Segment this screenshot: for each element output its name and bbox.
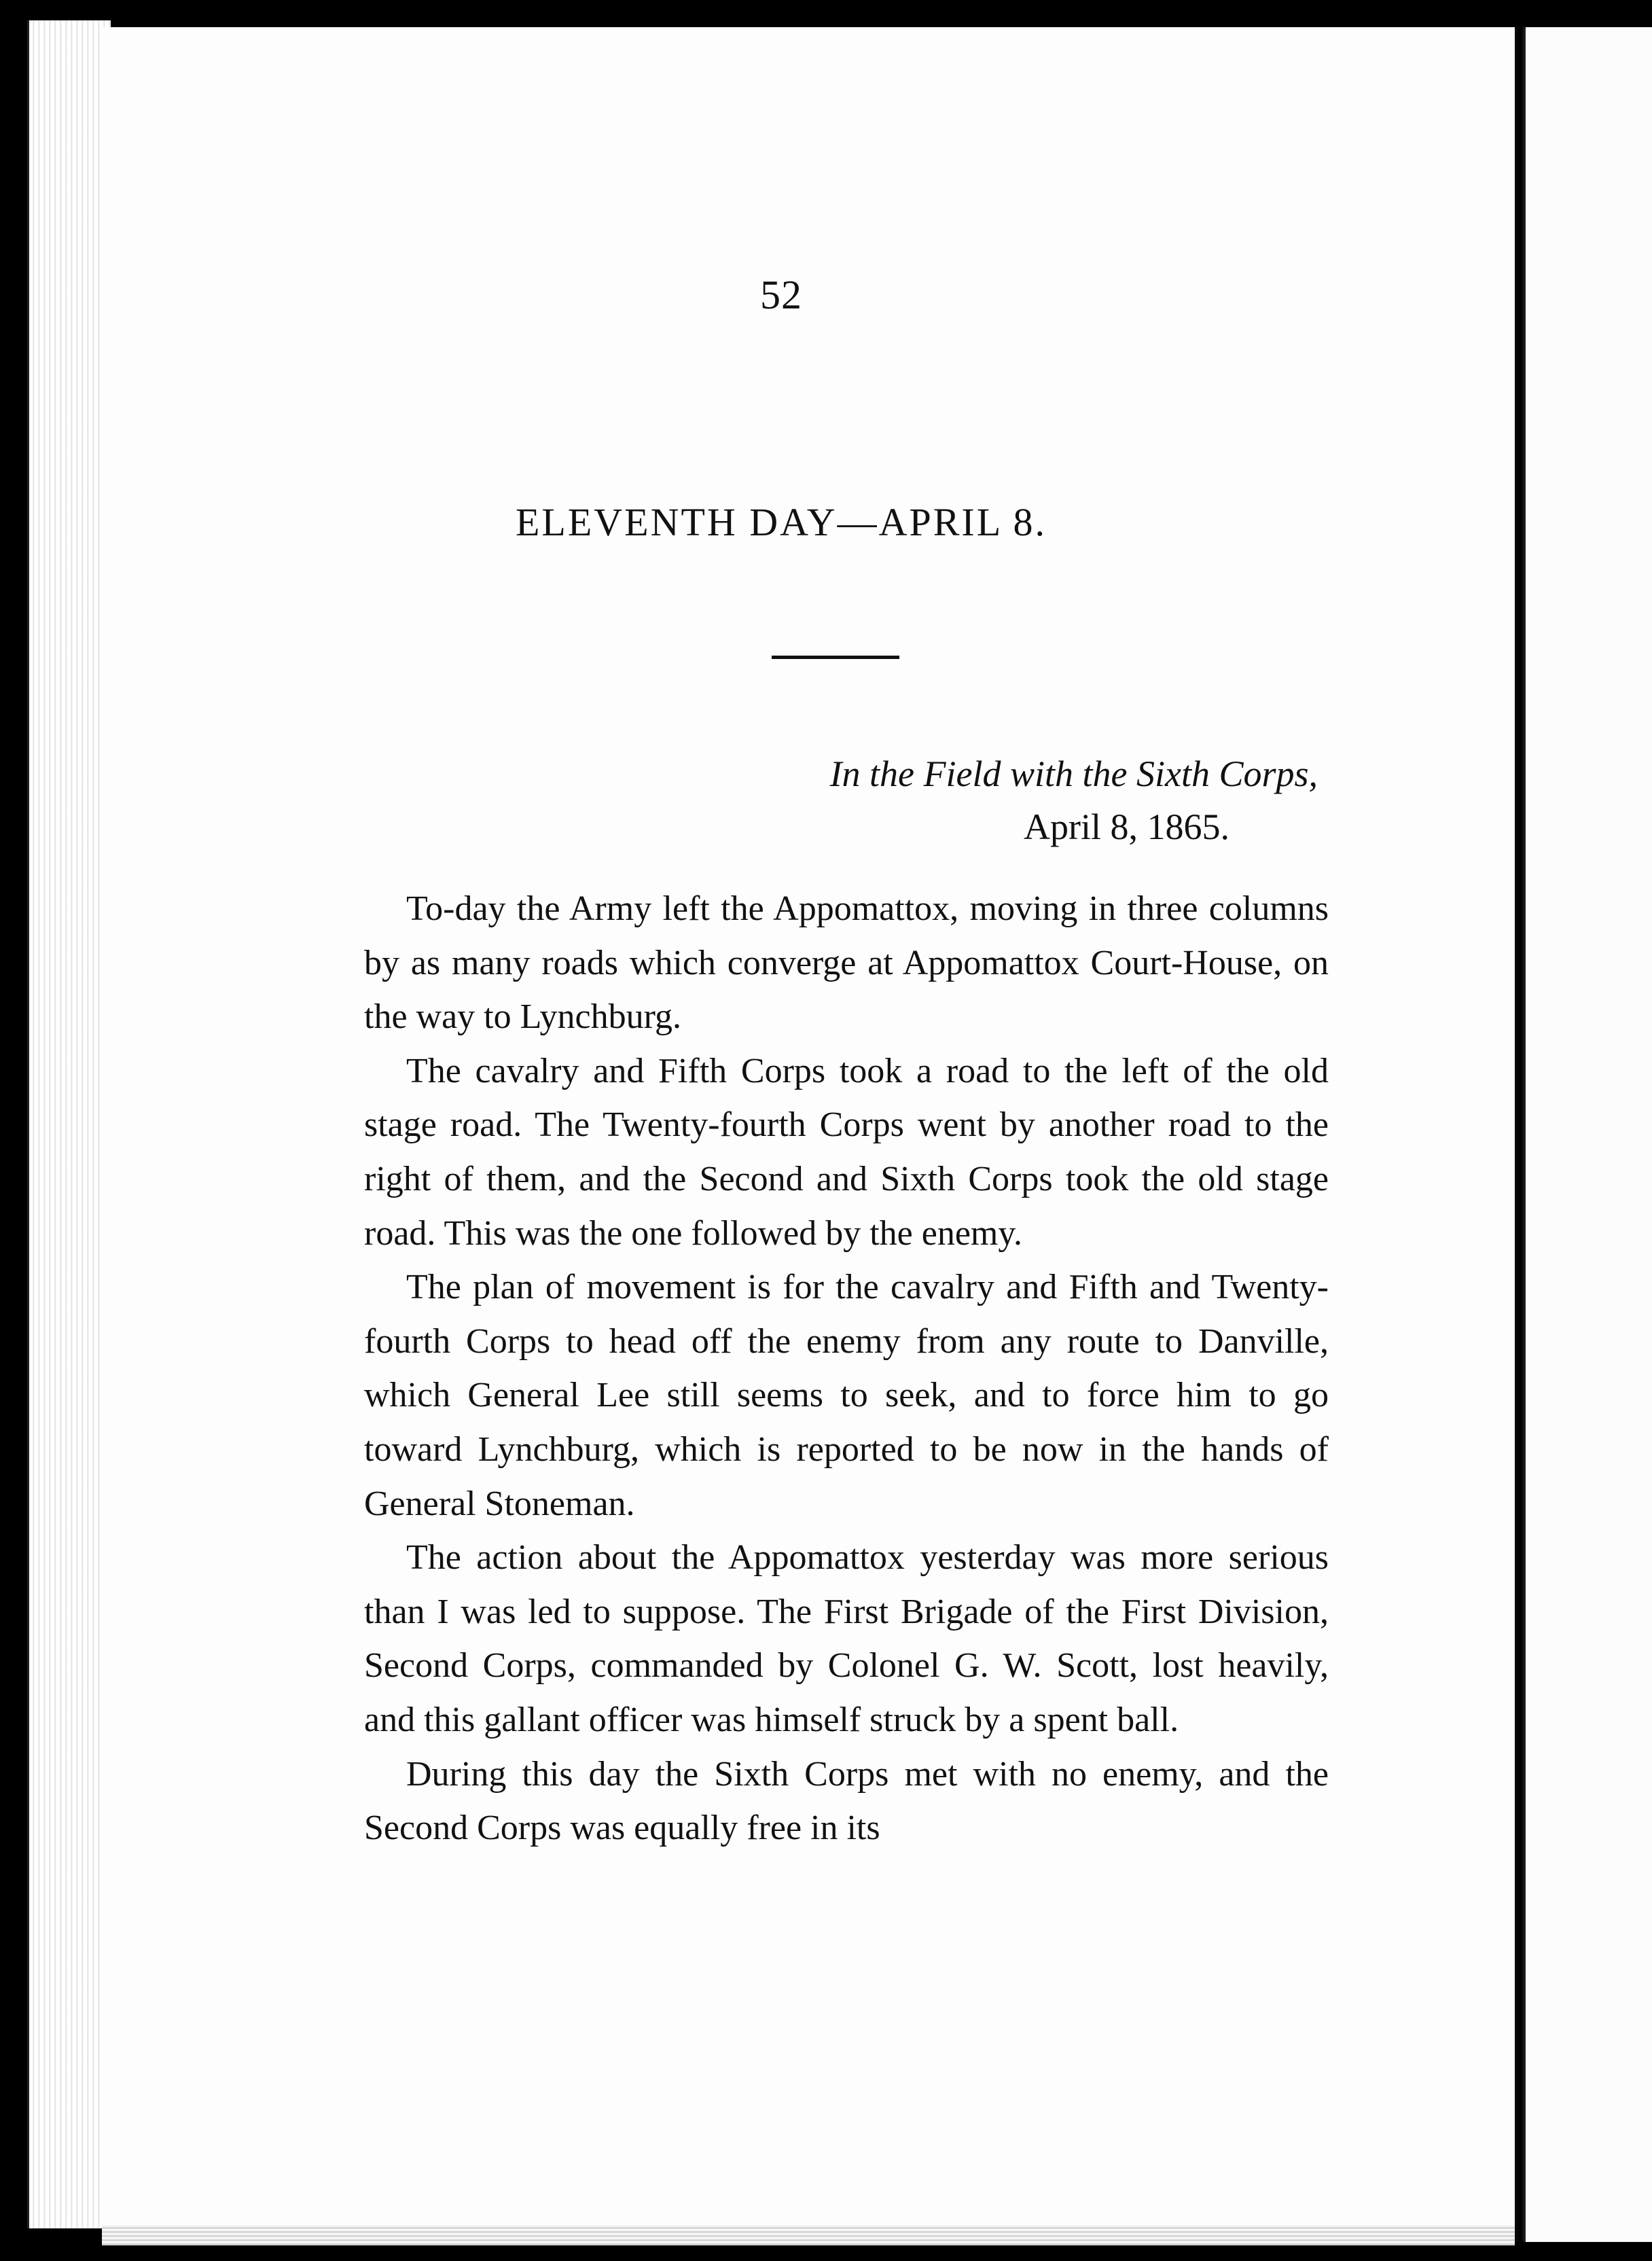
paragraph: The plan of movement is for the cavalry and Fifth and Twenty-fourth Corps to head off the enemy from any route to Danville, which General Lee still seems to seek, and to force him to go toward Lynchburg, which is reported to be now in the hands of General Stoneman. xyxy=(364,1268,1329,1523)
paragraph: To-day the Army left the Appomattox, moving in three columns by as many roads which converge at Appomattox Court-House, on the way to Lynchburg. xyxy=(364,889,1329,1037)
page-stack-edge xyxy=(27,20,111,2228)
facing-page xyxy=(1526,27,1652,2242)
paragraph: The action about the Appomattox yesterday was more serious than I was led to suppose. The First Brigade of the First Division, Second Corps, commanded by Colonel G. W. Scott, lost heavily, and this gallant officer was himself struck by a spent ball. xyxy=(364,1538,1329,1739)
page-number: 52 xyxy=(760,272,802,317)
body-text xyxy=(364,882,1329,1855)
chapter-title: ELEVENTH DAY—APRIL 8. xyxy=(515,500,1047,544)
dateline-place: In the Field with the Sixth Corps, xyxy=(829,753,1318,794)
paragraph: The cavalry and Fifth Corps took a road to the left of the old stage road. The Twenty-fourth Corps went by another road to the right of them, and the Second and Sixth Corps took the old stage road. This was the one followed by the enemy. xyxy=(364,1051,1329,1253)
paragraph: During this day the Sixth Corps met with no enemy, and the Second Corps was equally free in its xyxy=(364,1754,1329,1848)
title-rule xyxy=(772,656,899,659)
dateline xyxy=(720,747,1318,853)
dateline-date: April 8, 1865. xyxy=(1024,806,1229,847)
page-bottom-edge xyxy=(102,2225,1515,2245)
